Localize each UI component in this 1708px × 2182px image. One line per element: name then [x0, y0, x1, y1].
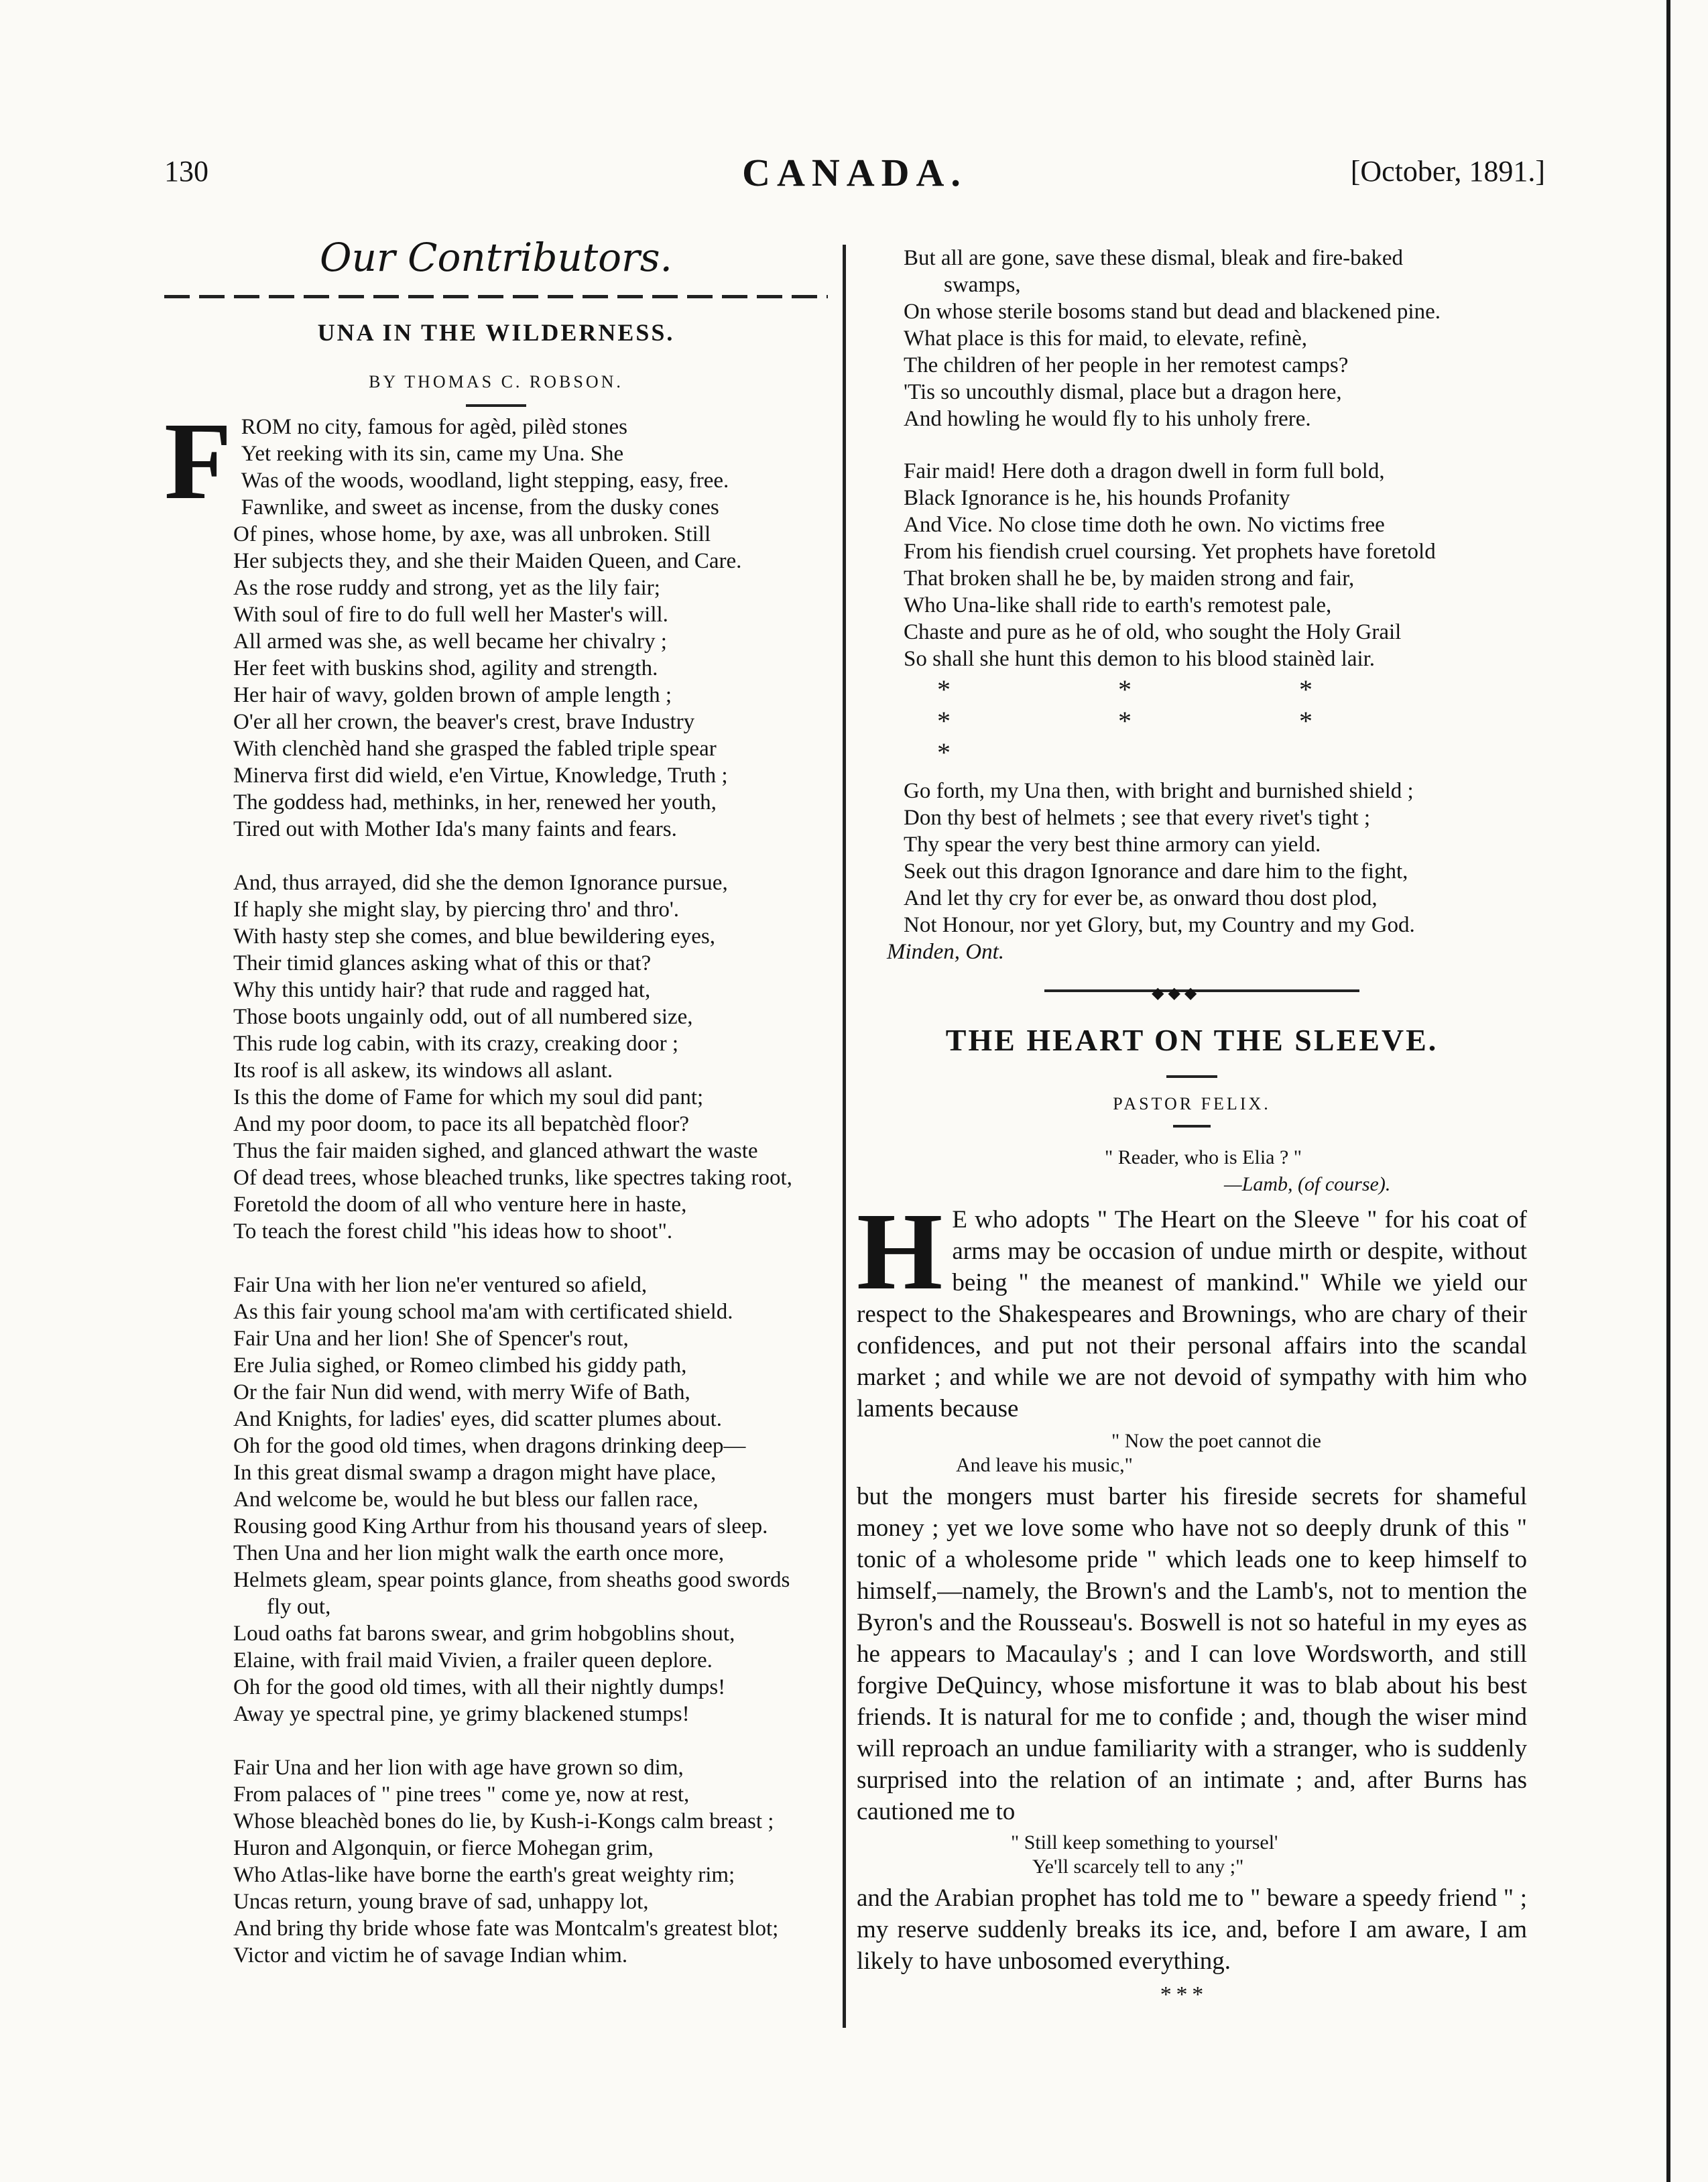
verse-line: Oh for the good old times, when dragons drinking deep—: [233, 1434, 746, 1458]
verse-line: Fawnlike, and sweet as incense, from the dusky cones: [241, 495, 719, 520]
section-rule: [164, 295, 828, 298]
verse-line: Then Una and her lion might walk the earth once more,: [233, 1541, 725, 1565]
ornamental-rule: [857, 983, 1527, 1002]
verse-line: Loud oaths fat barons swear, and grim hobgoblins shout,: [233, 1622, 735, 1646]
verse-line: ROM no city, famous for agèd, pilèd stones: [241, 415, 627, 439]
verse-line: Ere Julia sighed, or Romeo climbed his giddy path,: [233, 1353, 687, 1378]
verse-line: That broken shall he be, by maiden strong and fair,: [904, 566, 1355, 591]
verse-line: Their timid glances asking what of this or that?: [233, 951, 652, 975]
verse-line: Minerva first did wield, e'en Virtue, Knowledge, Truth ;: [233, 764, 728, 788]
verse-line: And Vice. No close time doth he own. No victims free: [904, 513, 1385, 537]
stanza-5: [857, 245, 1527, 432]
verse-line: Away ye spectral pine, ye grimy blackened stumps!: [233, 1702, 690, 1726]
quote-line: " Still keep something to yoursel': [1011, 1831, 1278, 1854]
verse-line: Elaine, with frail maid Vivien, a frailer queen deplore.: [233, 1648, 713, 1673]
page-number: 130: [164, 155, 208, 188]
verse-line: And bring thy bride whose fate was Montcalm's greatest blot;: [233, 1917, 779, 1941]
stanza-2: [164, 869, 828, 1245]
verse-line: Rousing good King Arthur from his thousand years of sleep.: [233, 1514, 768, 1538]
verse-line: Fair Una and her lion! She of Spencer's rout,: [233, 1327, 629, 1351]
verse-line: Her subjects they, and she their Maiden Queen, and Care.: [233, 549, 742, 573]
article-byline: PASTOR FELIX.: [1113, 1094, 1271, 1113]
verse-line: Victor and victim he of savage Indian whim.: [233, 1943, 628, 1967]
verse-line: So shall she hunt this demon to his blood stainèd lair.: [904, 647, 1376, 671]
poem-title: UNA IN THE WILDERNESS.: [317, 319, 675, 346]
verse-line: fly out,: [267, 1595, 331, 1619]
section-title: Our Contributors.: [320, 235, 672, 280]
verse-line: With clenchèd hand she grasped the fabled triple spear: [233, 737, 717, 761]
verse-line: Fair Una with her lion ne'er ventured so afield,: [233, 1273, 648, 1297]
quote-line: Ye'll scarcely tell to any ;": [1032, 1856, 1244, 1878]
verse-line: 'Tis so uncouthly dismal, place but a dragon here,: [904, 380, 1342, 404]
verse-line: And, thus arrayed, did she the demon Ignorance pursue,: [233, 871, 728, 895]
verse-line: Thus the fair maiden sighed, and glanced athwart the waste: [233, 1139, 758, 1163]
asterism: * * *: [1160, 1982, 1204, 2007]
poem-signature: Minden, Ont.: [887, 940, 1005, 964]
verse-line: And welcome be, would he but bless our fallen race,: [233, 1488, 698, 1512]
verse-line: To teach the forest child "his ideas how to shoot".: [233, 1219, 673, 1244]
verse-line: Don thy best of helmets ; see that every rivet's tight ;: [904, 806, 1371, 830]
verse-line: Who Atlas-like have borne the earth's great weighty rim;: [233, 1863, 735, 1887]
verse-line: And my poor doom, to pace its all bepatchèd floor?: [233, 1112, 689, 1136]
left-column: [164, 235, 828, 1969]
verse-line: And let thy cry for ever be, as onward thou dost plod,: [904, 886, 1378, 910]
verse-line: In this great dismal swamp a dragon might have place,: [233, 1461, 717, 1485]
verse-line: What place is this for maid, to elevate, refinè,: [904, 326, 1308, 351]
verse-line: Her hair of wavy, golden brown of ample length ;: [233, 683, 672, 707]
verse-line: Black Ignorance is he, his hounds Profanity: [904, 486, 1290, 510]
stars-divider: * * * * * * *: [937, 674, 1393, 768]
verse-line: From his fiendish cruel coursing. Yet prophets have foretold: [904, 540, 1436, 564]
poem-dropcap: F: [164, 400, 232, 522]
column-divider: [843, 245, 846, 2028]
verse-line: With soul of fire to do full well her Master's will.: [233, 603, 668, 627]
quote-line: " Now the poet cannot die: [1111, 1430, 1321, 1452]
article-title-rule: [1166, 1075, 1217, 1078]
verse-line: From palaces of " pine trees " come ye, now at rest,: [233, 1782, 690, 1807]
page-edge-rule: [1666, 0, 1670, 2182]
verse-line: The children of her people in her remotest camps?: [904, 353, 1349, 377]
verse-line: Those boots ungainly odd, out of all numbered size,: [233, 1005, 693, 1029]
verse-line: Was of the woods, woodland, light stepping, easy, free.: [241, 469, 729, 493]
verse-line: swamps,: [944, 273, 1021, 297]
quote-line: And leave his music,": [956, 1454, 1133, 1476]
verse-line: Thy spear the very best thine armory can yield.: [904, 833, 1321, 857]
epigraph-line: " Reader, who is Elia ? ": [1105, 1146, 1302, 1168]
ornament-line: [1044, 989, 1359, 992]
ornament-glyph: ◆ ◆ ◆: [1152, 985, 1197, 1002]
verse-line: On whose sterile bosoms stand but dead and blackened pine.: [904, 300, 1441, 324]
verse-line: Or the fair Nun did wend, with merry Wife of Bath,: [233, 1380, 690, 1404]
article-title: THE HEART ON THE SLEEVE.: [945, 1023, 1439, 1057]
article-byline-rule: [1173, 1125, 1211, 1128]
verse-line: Why this untidy hair? that rude and ragged hat,: [233, 978, 651, 1002]
stanza-4: [164, 1754, 828, 1969]
verse-line: Is this the dome of Fame for which my soul did pant;: [233, 1085, 704, 1109]
verse-line: Who Una-like shall ride to earth's remotest pale,: [904, 593, 1332, 617]
paragraph-text: E who adopts " The Heart on the Sleeve " for his coat of arms may be occasion of undue mirth or despite, without being " the meanest of mankind." While we yield our respect to the Shakespeares and Brownings, who are chary of their confidences, and put not their personal affairs into the scandal market ; and while we are not devoid of sympathy with him who laments because: [857, 1206, 1527, 1422]
stanza-3: [164, 1272, 828, 1728]
verse-line: Whose bleachèd bones do lie, by Kush-i-Kongs calm breast ;: [233, 1809, 774, 1833]
verse-line: As the rose ruddy and strong, yet as the lily fair;: [233, 576, 660, 600]
verse-line: But all are gone, save these dismal, bleak and fire-baked: [904, 246, 1403, 270]
verse-line: Her feet with buskins shod, agility and strength.: [233, 656, 658, 680]
verse-line: Not Honour, nor yet Glory, but, my Country and my God.: [904, 913, 1415, 937]
verse-line: Foretold the doom of all who venture here in haste,: [233, 1193, 687, 1217]
stanza-7: [857, 778, 1527, 938]
verse-line: As this fair young school ma'am with certificated shield.: [233, 1300, 733, 1324]
poem-byline: BY THOMAS C. ROBSON.: [369, 372, 623, 391]
verse-line: Go forth, my Una then, with bright and burnished shield ;: [904, 779, 1414, 803]
verse-line: Yet reeking with its sin, came my Una. She: [241, 442, 624, 466]
stanza-1: [164, 400, 828, 843]
verse-line: Its roof is all askew, its windows all aslant.: [233, 1058, 613, 1083]
verse-line: If haply she might slay, by piercing thro' and thro'.: [233, 898, 680, 922]
verse-line: This rude log cabin, with its crazy, creaking door ;: [233, 1032, 679, 1056]
verse-line: Chaste and pure as he of old, who sought the Holy Grail: [904, 620, 1402, 644]
paragraph-1: [857, 1190, 1527, 1425]
verse-line: Of dead trees, whose bleached trunks, like spectres taking root,: [233, 1166, 792, 1190]
verse-line: Fair maid! Here doth a dragon dwell in form full bold,: [904, 459, 1385, 483]
verse-line: And Knights, for ladies' eyes, did scatter plumes about.: [233, 1407, 723, 1431]
right-column: [857, 245, 1527, 2008]
verse-line: Uncas return, young brave of sad, unhappy lot,: [233, 1890, 649, 1914]
verse-line: Tired out with Mother Ida's many faints and fears.: [233, 817, 677, 841]
verse-line: O'er all her crown, the beaver's crest, brave Industry: [233, 710, 695, 734]
masthead: CANADA.: [742, 151, 967, 194]
article-dropcap: H: [857, 1190, 943, 1313]
page-header: [164, 151, 1545, 201]
stanza-6: [857, 458, 1527, 672]
verse-line: Huron and Algonquin, or fierce Mohegan grim,: [233, 1836, 654, 1860]
epigraph-attribution: —Lamb, (of course).: [1224, 1173, 1391, 1195]
verse-line: Seek out this dragon Ignorance and dare him to the fight,: [904, 859, 1408, 884]
verse-line: Helmets gleam, spear points glance, from sheaths good swords: [233, 1568, 790, 1592]
issue-date: [October, 1891.]: [1350, 155, 1545, 188]
paragraph-3: and the Arabian prophet has told me to " beware a speedy friend " ; my reserve suddenly breaks its ice, and, before I am aware, I am likely to have unbosomed everything.: [857, 1884, 1527, 1975]
verse-line: Of pines, whose home, by axe, was all unbroken. Still: [233, 522, 711, 546]
verse-line: Oh for the good old times, with all their nightly dumps!: [233, 1675, 726, 1699]
paragraph-2: but the mongers must barter his fireside secrets for shameful money ; yet we love some who have not so deeply drunk of this " tonic of a wholesome pride " which leads one to keep himself to himself,—namely, the Brown's and the Lamb's, not to mention the Byron's and the Rousseau's. Boswell is not so hateful in my eyes as he appears to Macaulay's ; and I can love Wordsworth, and still forgive DeQuincy, whose misfortune it was to blab about his best friends. It is natural for me to confide ; and, though the wiser mind will reproach an undue familiarity with a stranger, who is suddenly surprised into the relation of an intimate ; and, after Burns has cautioned me to: [857, 1483, 1527, 1825]
verse-line: Fair Una and her lion with age have grown so dim,: [233, 1756, 684, 1780]
verse-line: And howling he would fly to his unholy frere.: [904, 407, 1311, 431]
byline-rule: [466, 404, 526, 407]
verse-line: The goddess had, methinks, in her, renewed her youth,: [233, 790, 717, 814]
verse-line: With hasty step she comes, and blue bewildering eyes,: [233, 924, 715, 949]
verse-line: All armed was she, as well became her chivalry ;: [233, 629, 667, 654]
